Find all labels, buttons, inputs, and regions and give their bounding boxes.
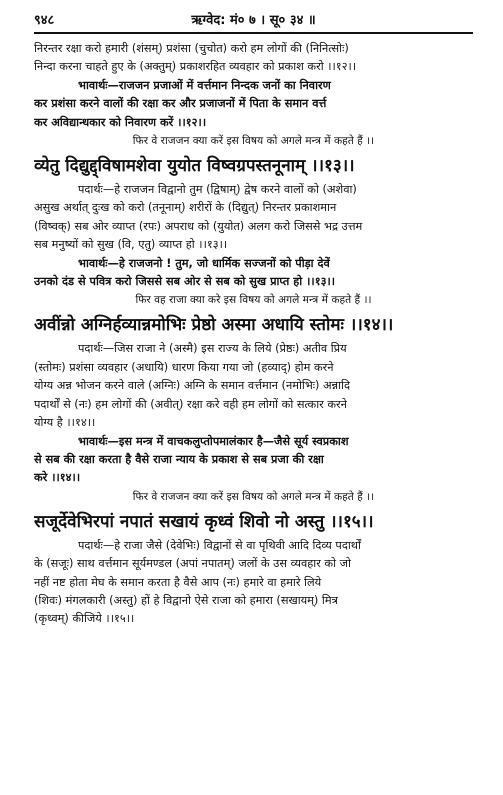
text-line: पदार्थः—जिस राजा ने (अस्मै) इस राज्य के लिये (प्रेष्ठः) अतीव प्रिय <box>78 342 347 356</box>
text-line: कर प्रशंसा करने वालों की रक्षा कर और प्रजाजनों में पिता के समान वर्त्त <box>34 97 327 111</box>
text-line: (शिवः) मंगलकारी (अस्तु) हों हे विद्वानो ऐसे राजा को हमारा (सखायम्) मित्र <box>34 593 338 607</box>
text-line: नहीं नष्ट होता मेघ के समान करता है वैसे आप (नः) हमारे वा हमारे लिये <box>34 575 322 589</box>
text-line: निन्दा करना चाहते हुए के (अक्तुम्) प्रकाशरहित व्यवहार को प्रकाश करो ।।१२।। <box>34 60 357 74</box>
text-line: योग्य अन्न भोजन करने वाले (अग्निः) अग्नि के समान वर्त्तमान (नमोभिः) अन्नादि <box>34 379 350 393</box>
text-line: असुख अर्थात् दुःख को करो (तनूनाम्) शरीरों के (दिद्युत्) निरन्तर प्रकाशमान <box>34 201 337 215</box>
section-intro: फिर वे राजजन क्या करें इस विषय को अगले मन्त्र में कहते हैं ।। <box>132 490 375 503</box>
text-line: से सब की रक्षा करता है वैसे राजा न्याय के प्रकाश से सब प्रजा की रक्षा <box>34 452 324 466</box>
mantra-verse: सजूर्देवेभिरपां नपातं सखायं कृध्वं शिवो नो अस्तु ।।१५।। <box>34 511 374 532</box>
text-line: योग्य है ।।१४।। <box>34 416 96 430</box>
page-number: ९४८ <box>34 13 55 28</box>
text-line: करे ।।१४।। <box>34 471 81 485</box>
page-body <box>34 40 473 629</box>
mantra-verse: व्येतु दिद्युद्द्विषामशेवा युयोत विष्वग्रपस्तनूनाम् ।।१३।। <box>34 156 355 177</box>
text-line: भावार्थः—इस मन्त्र में वाचकलुप्तोपमालंकार है—जैसे सूर्य स्वप्रकाश <box>78 434 349 448</box>
text-line: पदार्थः—हे राजा जैसे (देवेभिः) विद्वानों से वा पृथिवी आदि दिव्य पदार्थों <box>78 538 361 552</box>
text-line: पदार्थों से (नः) हम लोगों की (अवीत्) रक्षा करे वही हम लोगों को सत्कार करने <box>34 397 347 411</box>
section-intro: फिर वह राजा क्या करे इस विषय को अगले मन्त्र में कहते हैं ।। <box>135 294 372 307</box>
running-title: ऋग्वेद: मं० ७ । सू० ३४ ॥ <box>191 13 316 28</box>
mantra-verse: अवींन्नो अग्निर्हव्यान्नमोभिः प्रेष्ठो अस्मा अधायि स्तोमः ।।१४।। <box>34 315 394 336</box>
text-line: उनको दंड से पवित्र करो जिससे सब ओर से सब को सुख प्राप्त हो ।।१३।। <box>34 275 336 289</box>
section-intro: फिर वे राजजन क्या करें इस विषय को अगले मन्त्र में कहते हैं ।। <box>132 135 375 148</box>
text-line: कर अविद्यान्धकार को निवारण करें ।।१२।। <box>34 115 207 129</box>
text-line: भावार्थः—हे राजजनो ! तुम, जो धार्मिक सज्जनों को पीड़ा देवें <box>78 256 330 270</box>
text-line: पदार्थः—हे राजजन विद्वानो तुम (द्विषाम्) द्वेष करने वालों को (अशेवा) <box>78 183 357 197</box>
text-line: (विष्वक्) सब ओर व्याप्त (रपः) अपराध को (युयोत) अलग करो जिससे भद्र उत्तम <box>34 219 363 233</box>
text-line: (स्तोमः) प्रशंसा व्यवहार (अधायि) धारण किया गया जो (हव्याद्) होम करने <box>34 360 334 374</box>
text-line: निरन्तर रक्षा करो हमारी (शंसम्) प्रशंसा (चुचोत) करो हम लोगों की (निनित्सोः) <box>34 42 349 55</box>
text-line: भावार्थः—राजजन प्रजाओं में वर्त्तमान निन्दक जनों का निवारण <box>78 78 331 92</box>
header-rule <box>34 32 473 34</box>
text-line: सब मनुष्यों को सुख (वि, एतु) व्याप्त हो ।।१३।। <box>34 238 228 252</box>
text-line: के (सजूः) साथ वर्त्तमान सूर्यमण्डल (अपां नपातम्) जलों के उस व्यवहार को जो <box>34 557 351 571</box>
text-line: (कृध्वम्) कीजिये ।।१५।। <box>34 612 135 626</box>
